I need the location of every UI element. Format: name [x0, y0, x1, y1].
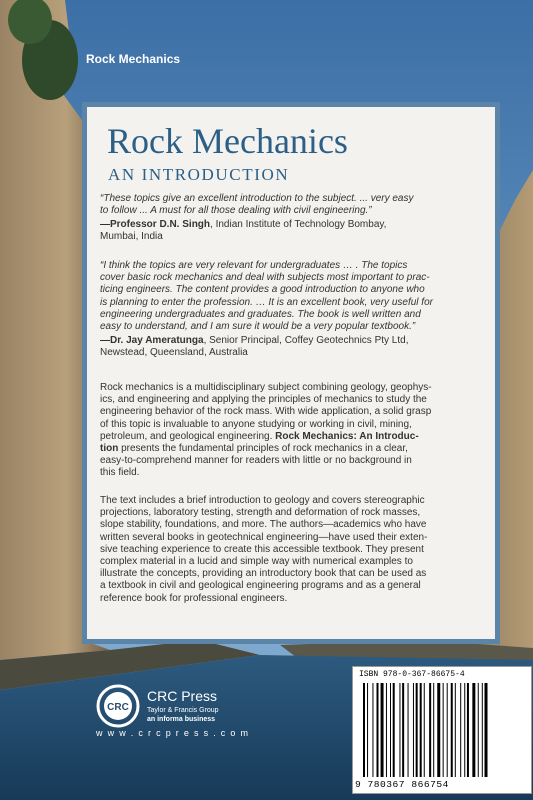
book-title: Rock Mechanics	[107, 121, 348, 161]
barcode-bar	[429, 683, 431, 777]
barcode-bar	[467, 683, 469, 777]
quote-2-author: —Dr. Jay Ameratunga	[100, 335, 204, 346]
paragraph-line: projections, laboratory testing, strength and deformation of rock masses,	[100, 507, 421, 519]
barcode-bar	[455, 683, 456, 777]
barcode-bar	[420, 683, 422, 777]
barcode-bar	[399, 683, 400, 777]
paragraph-line: petroleum, and geological engineering.	[100, 430, 276, 442]
paragraph-line: engineering behavior of the rock mass. With wide application, a solid grasp	[100, 406, 432, 418]
quote-1-author: —Professor D.N. Singh	[100, 219, 211, 230]
paragraph-line: ics, and engineering and applying the principles of mechanics to study the	[100, 394, 427, 406]
quote-2-line: engineering undergraduates and graduates. The book is well written and	[100, 308, 421, 320]
barcode-bar	[408, 683, 409, 777]
barcode-bar	[478, 683, 479, 777]
barcode-bar	[402, 683, 404, 777]
description-paragraph-1	[100, 382, 494, 480]
barcode-bar	[413, 683, 414, 777]
barcode-bar	[386, 683, 387, 777]
paragraph-line: reference book for professional engineers.	[100, 592, 288, 604]
barcode-bar	[464, 683, 465, 777]
paragraph-line: presents the fundamental principles of rock mechanics in a clear,	[118, 443, 408, 455]
paragraph-line: this field.	[100, 467, 140, 479]
paragraph-line: of this topic is invaluable to anyone studying or working in civil, mining,	[100, 418, 412, 430]
barcode-bar	[460, 683, 461, 777]
barcode-bar	[485, 683, 488, 777]
quote-1	[100, 193, 492, 217]
publisher-group: Taylor & Francis Group	[147, 707, 219, 714]
quote-2-line: easy to understand, and I am sure it would be a very popular textbook.”	[100, 321, 416, 333]
quote-2-line: ticing engineers. The content provides a good introduction to anyone who	[100, 284, 425, 296]
paragraph-line: complex material in a lucid and simple way with numerical examples to	[100, 556, 413, 568]
paragraph-line: illustrate the concepts, providing an introductory book that can be used as	[100, 568, 427, 580]
paragraph-line: easy-to-comprehend manner for readers with little or no background in	[100, 455, 412, 467]
paragraph-line: written several books in geotechnical engineering—have used their exten-	[100, 531, 428, 543]
paragraph-line: slope stability, foundations, and more. The authors—academics who have	[100, 519, 427, 531]
barcode-bar	[377, 683, 379, 777]
quote-2-line: “I think the topics are very relevant for undergraduates … . The topics	[100, 260, 408, 271]
barcode-bar	[472, 683, 475, 777]
barcode-bar	[367, 683, 368, 777]
publisher-business: an informa business	[147, 716, 216, 723]
quote-2-attribution	[100, 335, 492, 359]
barcode-bar	[443, 683, 444, 777]
barcode-bar	[372, 683, 373, 777]
barcode-bar	[433, 683, 434, 777]
barcode-number: 9 780367 866754	[355, 779, 449, 790]
isbn-barcode	[352, 666, 532, 794]
quote-1-line: “These topics give an excellent introduction to the subject. ... very easy	[100, 193, 414, 204]
paragraph-line: Rock mechanics is a multidisciplinary subject combining geology, geophys-	[100, 382, 432, 393]
isbn-label: ISBN 978-0-367-86675-4	[359, 670, 465, 679]
book-subtitle: AN INTRODUCTION	[108, 165, 290, 184]
publisher-name: CRC Press	[147, 688, 218, 704]
quote-2-line: cover basic rock mechanics and deal with subjects most important to prac-	[100, 272, 430, 284]
crc-logo-text: CRC	[107, 702, 129, 713]
barcode-bar	[424, 683, 425, 777]
quote-2-affiliation: , Senior Principal, Coffey Geotechnics Pty Ltd,	[203, 335, 409, 346]
quote-2	[100, 260, 492, 333]
quote-2-affiliation: Newstead, Queensland, Australia	[100, 347, 248, 359]
description-paragraph-2	[100, 495, 494, 605]
barcode-bar	[393, 683, 395, 777]
quote-1-affiliation: , Indian Institute of Technology Bombay,	[210, 219, 387, 230]
barcode-bar	[451, 683, 453, 777]
paragraph-line: sive teaching experience to create this accessible textbook. They present	[100, 543, 424, 555]
description-panel	[82, 102, 500, 644]
paragraph-line: The text includes a brief introduction to geology and covers stereographic	[100, 495, 425, 506]
barcode-bars-icon	[363, 683, 521, 777]
quote-1-affiliation: Mumbai, India	[100, 231, 163, 243]
barcode-bar	[381, 683, 384, 777]
quote-1-line: to follow ... A must for all those dealing with civil engineering.”	[100, 205, 372, 217]
book-title-inline: tion	[100, 443, 119, 455]
paragraph-line: a textbook in civil and geological engineering programs and as a general	[100, 580, 421, 592]
barcode-bar	[447, 683, 448, 777]
barcode-bar	[390, 683, 391, 777]
quote-2-line: is planning to enter the profession. … It is an excellent book, very useful for	[100, 296, 433, 308]
barcode-bar	[363, 683, 365, 777]
barcode-bar	[437, 683, 440, 777]
publisher-url[interactable]: w w w . c r c p r e s s . c o m	[96, 728, 250, 738]
series-label: Rock Mechanics	[86, 52, 181, 66]
quote-1-attribution	[100, 219, 492, 243]
barcode-bar	[482, 683, 483, 777]
book-title-inline: Rock Mechanics: An Introduc-	[275, 430, 419, 442]
crc-press-logo-icon	[96, 684, 140, 728]
barcode-bar	[416, 683, 418, 777]
